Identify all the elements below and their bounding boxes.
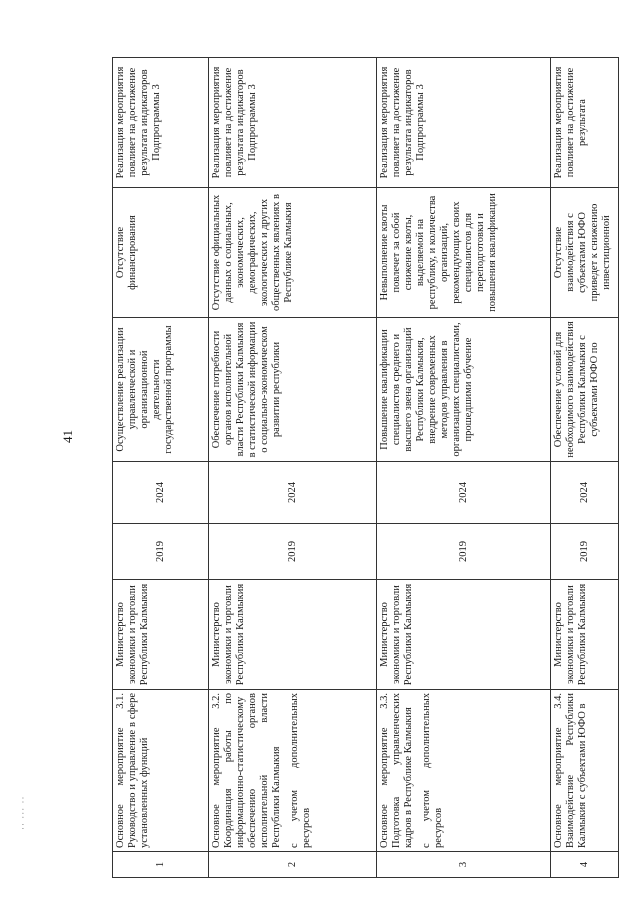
- margin-mark: ·· ··· ··: [18, 795, 28, 830]
- row-number: 2: [286, 861, 298, 868]
- row-number: 1: [154, 861, 166, 868]
- program-measures-table: [112, 57, 619, 878]
- cell-result: [113, 318, 209, 462]
- consequences-text: Отсутствие официальных данных о социальных, экономических, демографических, экологических и других общественных явлениях в Республике Калмыкия: [211, 193, 294, 312]
- cell-indicator-link: [209, 58, 377, 188]
- result-text: Обеспечение условий для необходимого взаимодействия Республики Калмыкия с субъектами ЮФО по: [553, 321, 600, 458]
- start-year: 2019: [154, 541, 166, 562]
- cell-row-number: [551, 852, 619, 878]
- table-row: [551, 58, 619, 878]
- end-year: 2024: [154, 482, 166, 503]
- measure-name: Основное мероприятие 3.2. Координация работы по информационно-статистическому обеспечению органов исполнительной власти Республики Калмыкия: [211, 693, 282, 848]
- cell-consequences: [209, 188, 377, 318]
- measure-name: Основное мероприятие 3.1. Руководство и управление в сфере установленных функций: [115, 693, 150, 848]
- end-year: 2024: [286, 482, 298, 503]
- cell-indicator-link: [377, 58, 551, 188]
- cell-row-number: [209, 852, 377, 878]
- cell-consequences: [551, 188, 619, 318]
- cell-executor: [209, 580, 377, 690]
- table-row: [113, 58, 209, 878]
- cell-measure-name: [209, 690, 377, 852]
- cell-start-year: [551, 524, 619, 580]
- cell-result: [551, 318, 619, 462]
- row-number: 4: [578, 861, 590, 868]
- measure-name: Основное мероприятие 3.4. Взаимодействие Республики Калмыкия с субъектами ЮФО в: [553, 693, 588, 848]
- cell-indicator-link: [551, 58, 619, 188]
- cell-start-year: [209, 524, 377, 580]
- executor-text: Министерство экономики и торговли Республики Калмыкия: [553, 583, 588, 686]
- cell-row-number: [377, 852, 551, 878]
- cell-end-year: [209, 462, 377, 524]
- rotated-table-wrapper: [112, 58, 618, 878]
- cell-row-number: [113, 852, 209, 878]
- cell-consequences: [113, 188, 209, 318]
- measure-name-extra: с учетом дополнительных ресурсов: [289, 693, 312, 848]
- end-year: 2024: [457, 482, 469, 503]
- consequences-text: Отсутствие финансирования: [115, 215, 138, 290]
- indicator-link-text: Реализация мероприятия повлияет на достижение результата индикаторов Подпрограммы 3: [115, 66, 162, 179]
- cell-measure-name: [113, 690, 209, 852]
- measure-name-extra: с учетом дополнительных ресурсов: [421, 693, 444, 848]
- start-year: 2019: [286, 541, 298, 562]
- start-year: 2019: [457, 541, 469, 562]
- end-year: 2024: [578, 482, 590, 503]
- cell-indicator-link: [113, 58, 209, 188]
- cell-executor: [113, 580, 209, 690]
- result-text: Обеспечение потребности органов исполнительной власти Республики Калмыкия в статистической информации о социально-экономическом развитии республики: [211, 321, 282, 458]
- indicator-link-text: Реализация мероприятия повлияет на достижение результата индикаторов Подпрограммы 3: [211, 66, 258, 179]
- cell-start-year: [377, 524, 551, 580]
- row-number: 3: [457, 861, 469, 868]
- table-row: [377, 58, 551, 878]
- cell-result: [209, 318, 377, 462]
- cell-measure-name: [377, 690, 551, 852]
- cell-executor: [551, 580, 619, 690]
- cell-result: [377, 318, 551, 462]
- page-number: 41: [60, 430, 75, 443]
- cell-executor: [377, 580, 551, 690]
- executor-text: Министерство экономики и торговли Республики Калмыкия: [379, 583, 414, 686]
- cell-consequences: [377, 188, 551, 318]
- cell-end-year: [377, 462, 551, 524]
- executor-text: Министерство экономики и торговли Республики Калмыкия: [115, 583, 150, 686]
- consequences-text: Отсутствие взаимодействия с субъектами ЮФО приведет к снижению инвестиционной: [553, 203, 612, 302]
- result-text: Осуществление реализации управленческой и организационной деятельности государственной программы: [115, 325, 174, 454]
- consequences-text: Невыполнение квоты повлечет за собой снижение квоты, выделяемой на республику, и количества организаций, рекомендующих своих специалистов для переподготовки и повышения квалификации: [379, 193, 498, 312]
- cell-measure-name: [551, 690, 619, 852]
- cell-end-year: [113, 462, 209, 524]
- result-text: Повышение квалификации специалистов среднего и высшего звена организаций Республики Калмыкия, внедрение современных методов управления в организациях специалистами, прошедшими обучение: [379, 322, 474, 457]
- measure-name: Основное мероприятие 3.3. Подготовка управленческих кадров в Республике Калмыкия: [379, 693, 414, 848]
- indicator-link-text: Реализация мероприятия повлияет на достижение результата: [553, 66, 588, 179]
- indicator-link-text: Реализация мероприятия повлияет на достижение результата индикаторов Подпрограммы 3: [379, 66, 426, 179]
- table-row: [209, 58, 377, 878]
- cell-start-year: [113, 524, 209, 580]
- start-year: 2019: [578, 541, 590, 562]
- executor-text: Министерство экономики и торговли Республики Калмыкия: [211, 583, 246, 686]
- cell-end-year: [551, 462, 619, 524]
